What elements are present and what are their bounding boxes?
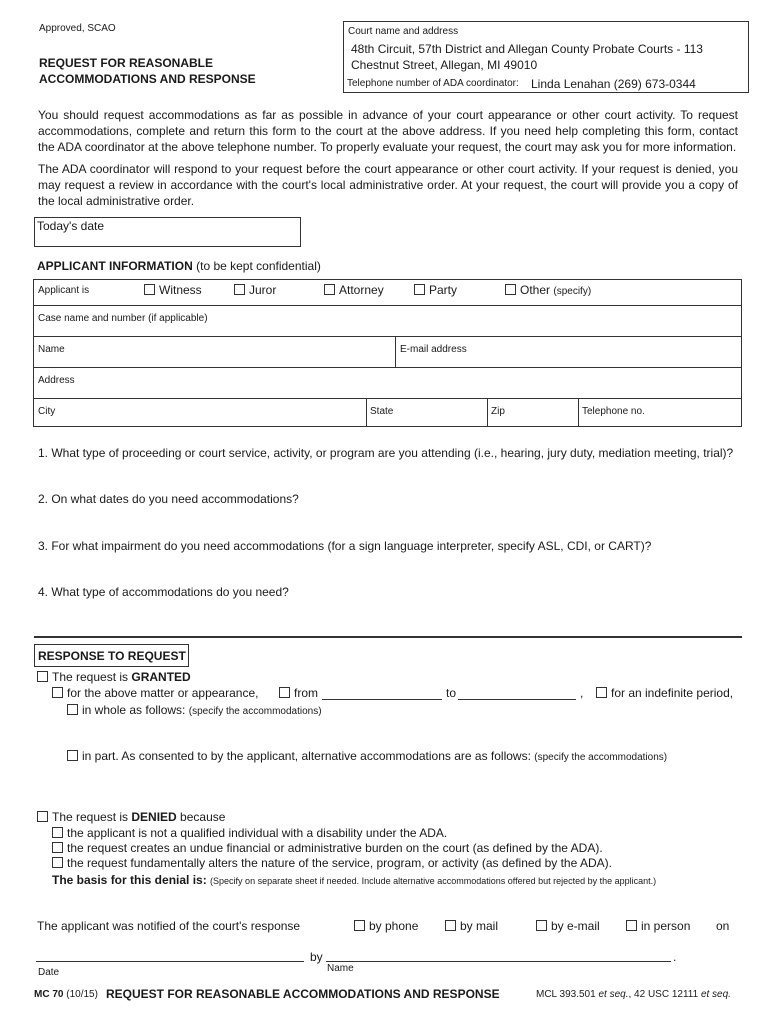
reason-3-label: the request fundamentally alters the nature of the service, program, or activity (as defined by the ADA). bbox=[67, 856, 612, 870]
phone-label: Telephone no. bbox=[582, 406, 645, 417]
form-id bbox=[34, 989, 98, 1000]
question-2: 2. On what dates do you need accommodations? bbox=[38, 492, 299, 506]
whole-label: in whole as follows: bbox=[82, 703, 186, 717]
party-label: Party bbox=[429, 283, 458, 297]
name-label: Name bbox=[38, 344, 65, 355]
reason-2-checkbox[interactable] bbox=[52, 842, 63, 853]
indefinite-label: for an indefinite period, bbox=[611, 686, 734, 700]
in-person-checkbox[interactable] bbox=[626, 920, 637, 931]
granted-word: GRANTED bbox=[131, 670, 191, 684]
col-divider-zip bbox=[487, 398, 488, 427]
state-label: State bbox=[370, 406, 394, 417]
role-juror[interactable] bbox=[234, 283, 276, 297]
response-divider bbox=[34, 636, 742, 638]
court-name-line1: 48th Circuit, 57th District and Allegan County Probate Courts - 113 bbox=[351, 42, 703, 56]
denied-checkbox[interactable] bbox=[37, 811, 48, 822]
denied-prefix: The request is bbox=[52, 810, 132, 824]
citation-part-c: , 42 USC 12111 bbox=[628, 989, 701, 1000]
row-divider-3 bbox=[33, 367, 742, 368]
granted-checkbox[interactable] bbox=[37, 671, 48, 682]
part-checkbox[interactable] bbox=[67, 750, 78, 761]
todays-date-label: Today's date bbox=[37, 219, 105, 233]
col-divider-phone bbox=[578, 398, 579, 427]
role-attorney[interactable] bbox=[324, 283, 384, 297]
part-note: (specify the accommodations) bbox=[534, 752, 668, 763]
whole-option[interactable] bbox=[67, 703, 322, 717]
role-party[interactable] bbox=[414, 283, 457, 297]
row-divider-4 bbox=[33, 398, 742, 399]
from-label: from bbox=[294, 686, 318, 700]
row-divider-2 bbox=[33, 336, 742, 337]
from-option[interactable] bbox=[279, 686, 318, 700]
applicant-table bbox=[33, 279, 742, 427]
intro-paragraph-2: The ADA coordinator will respond to your request before the court appearance or other court activity. If your request is denied, you may request a review in accordance with the court's local administrative order. At your request, the court will provide you a copy of the local administrative order. bbox=[38, 162, 738, 208]
above-matter-label: for the above matter or appearance, bbox=[67, 686, 259, 700]
denial-basis bbox=[52, 873, 656, 887]
part-label: in part. As consented to by the applicant, alternative accommodations are as follows: bbox=[82, 749, 531, 763]
above-matter-option[interactable] bbox=[52, 686, 258, 700]
indefinite-option[interactable] bbox=[596, 686, 733, 700]
question-1: 1. What type of proceeding or court service, activity, or program are you attending (i.e., hearing, jury duty, mediation meeting, trial)? bbox=[38, 446, 734, 460]
form-title-line2: ACCOMMODATIONS AND RESPONSE bbox=[39, 72, 256, 86]
col-divider-email bbox=[395, 336, 396, 367]
denied-option[interactable] bbox=[37, 810, 225, 824]
zip-label: Zip bbox=[491, 406, 505, 417]
row-divider-1 bbox=[33, 305, 742, 306]
to-comma: , bbox=[580, 686, 584, 700]
question-3: 3. For what impairment do you need accommodations (for a sign language interpreter, specify ASL, CDI, or CART)? bbox=[38, 539, 652, 553]
from-date-field[interactable] bbox=[322, 699, 442, 700]
notify-phone-option[interactable] bbox=[354, 919, 418, 933]
ada-coordinator-label: Telephone number of ADA coordinator: bbox=[347, 78, 519, 89]
mail-label: by mail bbox=[460, 919, 499, 933]
name-caption: Name bbox=[327, 963, 354, 974]
col-divider-state bbox=[366, 398, 367, 427]
city-label: City bbox=[38, 406, 56, 417]
notify-name-field[interactable] bbox=[326, 961, 671, 962]
notify-mail-option[interactable] bbox=[445, 919, 498, 933]
court-name-label: Court name and address bbox=[348, 26, 459, 37]
email-checkbox[interactable] bbox=[536, 920, 547, 931]
form-number: MC 70 bbox=[34, 989, 64, 1000]
notify-email-option[interactable] bbox=[536, 919, 600, 933]
other-checkbox[interactable] bbox=[505, 284, 516, 295]
question-4: 4. What type of accommodations do you need? bbox=[38, 585, 289, 599]
other-label: Other bbox=[520, 283, 551, 297]
denied-suffix: because bbox=[176, 810, 226, 824]
footer-title: REQUEST FOR REASONABLE ACCOMMODATIONS AND RESPONSE bbox=[106, 987, 500, 1001]
to-date-field[interactable] bbox=[458, 699, 576, 700]
attorney-checkbox[interactable] bbox=[324, 284, 335, 295]
reason-1-checkbox[interactable] bbox=[52, 827, 63, 838]
reason-3-checkbox[interactable] bbox=[52, 857, 63, 868]
juror-checkbox[interactable] bbox=[234, 284, 245, 295]
name-period: . bbox=[673, 950, 677, 964]
email-label: E-mail address bbox=[400, 344, 467, 355]
attorney-label: Attorney bbox=[339, 283, 384, 297]
reason-3-option[interactable] bbox=[52, 856, 612, 870]
party-checkbox[interactable] bbox=[414, 284, 425, 295]
citation-part-b: et seq. bbox=[598, 989, 629, 1000]
applicant-is-label: Applicant is bbox=[38, 285, 90, 296]
whole-checkbox[interactable] bbox=[67, 704, 78, 715]
granted-option[interactable] bbox=[37, 670, 191, 684]
reason-2-label: the request creates an undue financial or administrative burden on the court (as defined by the ADA). bbox=[67, 841, 603, 855]
applicant-heading-note: (to be kept confidential) bbox=[196, 259, 321, 273]
on-label: on bbox=[716, 919, 730, 933]
part-option[interactable] bbox=[67, 749, 667, 763]
approval-note: Approved, SCAO bbox=[39, 23, 116, 34]
above-matter-checkbox[interactable] bbox=[52, 687, 63, 698]
witness-label: Witness bbox=[159, 283, 202, 297]
phone-label: by phone bbox=[369, 919, 419, 933]
citation-part-a: MCL 393.501 bbox=[536, 989, 599, 1000]
denial-basis-label: The basis for this denial is: bbox=[52, 873, 207, 887]
denied-word: DENIED bbox=[131, 810, 177, 824]
applicant-heading-text: APPLICANT INFORMATION bbox=[37, 259, 193, 273]
court-name-line2: Chestnut Street, Allegan, MI 49010 bbox=[351, 58, 538, 72]
in-person-label: in person bbox=[641, 919, 691, 933]
address-label: Address bbox=[38, 375, 75, 386]
notify-date-field[interactable] bbox=[36, 961, 304, 962]
granted-prefix: The request is bbox=[52, 670, 132, 684]
role-witness[interactable] bbox=[144, 283, 202, 297]
reason-1-label: the applicant is not a qualified individual with a disability under the ADA. bbox=[67, 826, 448, 840]
citation-part-d: et seq. bbox=[700, 989, 731, 1000]
reason-2-option[interactable] bbox=[52, 841, 603, 855]
intro-paragraph-1: You should request accommodations as far as possible in advance of your court appearance or other court activity. To request accommodations, complete and return this form to the court at the above address. If you need help completing this form, contact the ADA coordinator at the above telephone number. To properly evaluate your request, the court may ask you for more information. bbox=[38, 108, 738, 154]
phone-checkbox[interactable] bbox=[354, 920, 365, 931]
from-checkbox[interactable] bbox=[279, 687, 290, 698]
indefinite-checkbox[interactable] bbox=[596, 687, 607, 698]
reason-1-option[interactable] bbox=[52, 826, 447, 840]
form-title-line1: REQUEST FOR REASONABLE bbox=[39, 56, 214, 70]
ada-coordinator-value: Linda Lenahan (269) 673-0344 bbox=[531, 77, 696, 91]
applicant-heading bbox=[37, 259, 321, 273]
email-method-label: by e-mail bbox=[551, 919, 600, 933]
to-label: to bbox=[446, 686, 457, 700]
case-name-label: Case name and number (if applicable) bbox=[38, 313, 208, 324]
other-specify-note: (specify) bbox=[553, 286, 592, 297]
mail-checkbox[interactable] bbox=[445, 920, 456, 931]
whole-note: (specify the accommodations) bbox=[188, 706, 322, 717]
witness-checkbox[interactable] bbox=[144, 284, 155, 295]
form-revision: (10/15) bbox=[66, 989, 98, 1000]
notified-text: The applicant was notified of the court's response bbox=[37, 919, 301, 933]
by-label: by bbox=[310, 950, 323, 964]
denial-basis-note: (Specify on separate sheet if needed. Include alternative accommodations offered but rejected by the applicant.) bbox=[210, 876, 657, 886]
role-other[interactable] bbox=[505, 283, 591, 297]
date-caption: Date bbox=[38, 967, 60, 978]
notify-in-person-option[interactable] bbox=[626, 919, 690, 933]
footer-citation bbox=[536, 989, 731, 1000]
juror-label: Juror bbox=[249, 283, 277, 297]
response-heading: RESPONSE TO REQUEST bbox=[38, 649, 186, 663]
